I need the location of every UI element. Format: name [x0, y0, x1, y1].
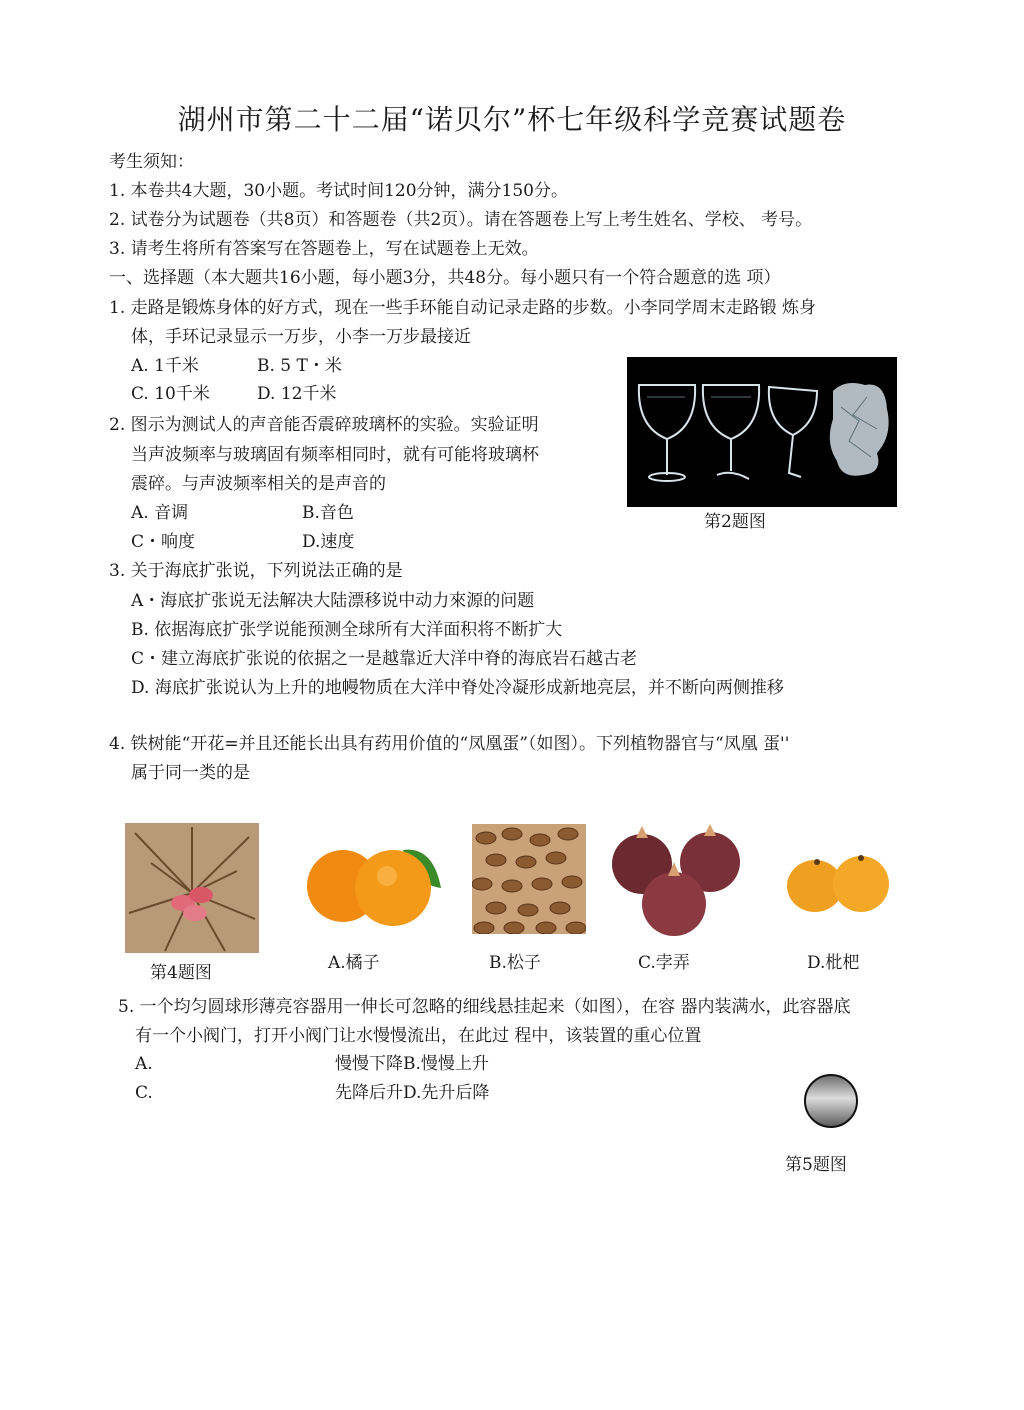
q1-option-d: D. 12千米	[257, 384, 337, 404]
water-chestnut-icon	[606, 824, 746, 936]
q2-option-d: D.速度	[302, 532, 355, 552]
q4-stem-line2: 属于同一类的是	[131, 763, 250, 783]
q4-option-a-label: A.橘子	[328, 953, 380, 973]
q2-stem-line3: 震碎。与声波频率相关的是声音的	[131, 474, 386, 494]
q4-stem-line1: 4. 铁树能“开花=并且还能长出具有药用价值的“凤凰蛋”（如图）。下列植物器官与“凤凰 蛋''	[109, 734, 790, 754]
loquat-icon	[783, 846, 891, 916]
q4-option-d-image	[783, 846, 891, 916]
cycad-icon	[125, 823, 259, 953]
notice-item-3: 3. 请考生将所有答案写在答题卷上，写在试题卷上无效。	[109, 239, 539, 259]
q4-option-b-label: B.松子	[489, 953, 541, 973]
q5-option-cd-text: 先降后升D.先升后降	[335, 1083, 490, 1103]
page-title: 湖州市第二十二届“诺贝尔”杯七年级科学竞赛试题卷	[177, 103, 847, 136]
q2-option-b: B.音色	[302, 503, 354, 523]
q3-option-d: D. 海底扩张说认为上升的地幔物质在大洋中脊处冷凝形成新地亮层，并不断向两侧推移	[131, 678, 784, 698]
wine-glass-icon	[627, 357, 897, 507]
q4-option-d-label: D.枇杷	[807, 953, 860, 973]
q5-option-ab-text: 慢慢下降B.慢慢上升	[335, 1054, 489, 1074]
q4-option-b-image	[472, 824, 586, 934]
q4-option-a-image	[303, 828, 443, 936]
q2-stem-line2: 当声波频率与玻璃固有频率相同时，就有可能将玻璃杯	[131, 445, 539, 465]
q2-option-a: A. 音调	[131, 503, 189, 523]
q1-option-b: B. 5 T・米	[257, 356, 342, 376]
q4-figure-caption: 第4题图	[150, 963, 212, 983]
q2-figure-glasses	[627, 357, 897, 507]
q1-stem-line2: 体，手环记录显示一万步，小李一万步最接近	[131, 327, 471, 347]
notice-heading: 考生须知：	[109, 152, 194, 172]
q5-stem-line1: 5. 一个均匀圆球形薄亮容器用一伸长可忽略的细线悬挂起来（如图），在容 器内装满水，此容器底	[118, 997, 851, 1017]
notice-item-1: 1. 本卷共4大题，30小题。考试时间120分钟，满分150分。	[109, 181, 568, 201]
q3-option-a: A・海底扩张说无法解决大陆漂移说中动力來源的问题	[131, 591, 535, 611]
q4-figure-cycad	[125, 823, 259, 953]
section-heading: 一、选择题（本大题共16小题，每小题3分，共48分。每小题只有一个符合题意的选 项）	[109, 268, 781, 288]
q5-stem-line2: 有一个小阀门，打开小阀门让水慢慢流出，在此过 程中，该装置的重心位置	[135, 1026, 702, 1046]
tangerine-icon	[303, 828, 443, 936]
q5-figure-sphere	[803, 1073, 859, 1129]
q4-option-c-label: C.孛弄	[638, 953, 690, 973]
q5-option-a-label: A.	[135, 1054, 153, 1074]
q2-figure-caption: 第2题图	[704, 512, 766, 532]
q5-option-c-label: C.	[135, 1083, 153, 1103]
q4-option-c-image	[606, 824, 746, 936]
pine-nut-icon	[472, 824, 586, 934]
notice-item-2: 2. 试卷分为试题卷（共8页）和答题卷（共2页）。请在答题卷上写上考生姓名、学校、 考号。	[109, 210, 813, 230]
q1-stem-line1: 1. 走路是锻炼身体的好方式，现在一些手环能自动记录走路的步数。小李同学周末走路锻 炼身	[109, 298, 817, 318]
q2-option-c: C・响度	[131, 532, 196, 552]
q1-option-c: C. 10千米	[131, 384, 210, 404]
q3-option-b: B. 依据海底扩张学说能预测全球所有大洋面积将不断扩大	[131, 620, 563, 640]
q5-figure-caption: 第5题图	[785, 1155, 847, 1175]
sphere-container-icon	[803, 1073, 859, 1129]
q1-option-a: A. 1千米	[131, 356, 199, 376]
q3-stem: 3. 关于海底扩张说，下列说法正确的是	[109, 561, 403, 581]
q2-stem-line1: 2. 图示为测试人的声音能否震碎玻璃杯的实验。实验证明	[109, 415, 539, 435]
q3-option-c: C・建立海底扩张说的依据之一是越靠近大洋中脊的海底岩石越古老	[131, 649, 638, 669]
